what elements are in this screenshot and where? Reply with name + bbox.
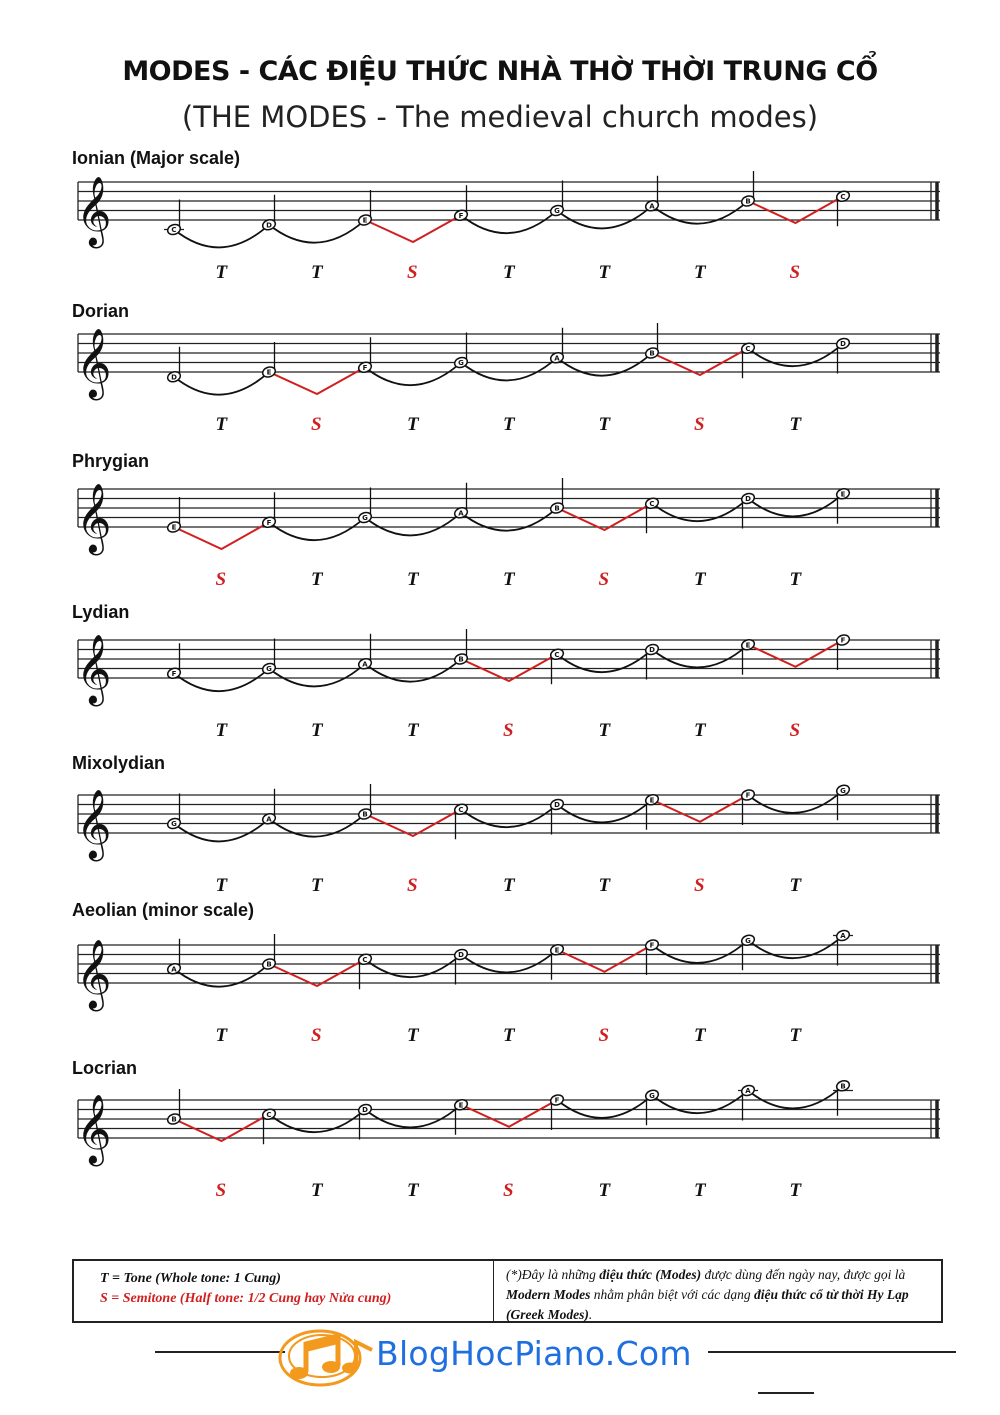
- note-letter: G: [362, 514, 368, 523]
- note-letter: B: [745, 197, 751, 206]
- note-letter: E: [362, 216, 368, 225]
- note-letter: E: [554, 946, 560, 955]
- tone-arc: [557, 206, 652, 229]
- step-label-tone: T: [598, 720, 611, 741]
- tone-arc: [557, 800, 652, 823]
- note-letter: B: [840, 1082, 846, 1091]
- step-label-tone: T: [311, 262, 323, 283]
- semitone-mark: [269, 959, 365, 986]
- step-label-tone: T: [598, 1180, 611, 1201]
- note-letter: C: [362, 955, 368, 964]
- note-letter: F: [649, 941, 655, 950]
- treble-clef-icon: 𝄞: [76, 939, 112, 1009]
- note-letter: G: [266, 665, 272, 674]
- step-label-semitone: S: [503, 1180, 514, 1201]
- step-label-tone: T: [503, 262, 515, 283]
- treble-clef-icon: 𝄞: [76, 483, 112, 553]
- step-label-semitone: S: [598, 1025, 610, 1046]
- step-label-tone: T: [694, 1180, 706, 1201]
- note-letter: F: [458, 211, 464, 220]
- semitone-mark: [745, 640, 843, 667]
- note-letter: E: [458, 1101, 464, 1110]
- semitone-mark: [171, 522, 269, 549]
- note-letter: A: [840, 932, 846, 941]
- semitone-mark: [649, 795, 748, 822]
- treble-clef-icon: 𝄞: [76, 634, 112, 704]
- step-label-tone: T: [311, 720, 323, 741]
- tone-arc: [748, 1086, 843, 1109]
- step-label-tone: T: [407, 1025, 419, 1046]
- note-letter: G: [171, 820, 177, 829]
- step-label-tone: T: [694, 1025, 706, 1046]
- step-label-tone: T: [407, 569, 419, 590]
- note-letter: B: [554, 504, 560, 513]
- legend-semitone: S = Semitone (Half tone: 1/2 Cung hay Nửa cung): [100, 1291, 392, 1306]
- mode-title: Phrygian: [72, 451, 150, 471]
- step-label-tone: T: [694, 720, 706, 741]
- step-label-tone: T: [311, 569, 323, 590]
- legend-tone: T = Tone (Whole tone: 1 Cung): [100, 1271, 281, 1286]
- note-letter: D: [171, 373, 177, 382]
- note-letter: C: [266, 1110, 272, 1119]
- note-letter: A: [458, 509, 464, 518]
- step-label-tone: T: [311, 875, 323, 896]
- note-letter: D: [554, 801, 560, 810]
- note-letter: B: [362, 810, 368, 819]
- tone-arc: [269, 220, 365, 243]
- mode-title: Aeolian (minor scale): [72, 900, 255, 920]
- step-label-semitone: S: [789, 262, 801, 283]
- step-label-semitone: S: [503, 720, 514, 741]
- step-label-semitone: S: [215, 569, 227, 590]
- footer-line-small: [758, 1392, 814, 1394]
- tone-arc: [174, 372, 269, 395]
- note-letter: D: [458, 951, 464, 960]
- step-label-tone: T: [789, 1180, 802, 1201]
- step-label-tone: T: [789, 1025, 802, 1046]
- note-letter: F: [362, 363, 368, 372]
- tone-arc: [652, 645, 748, 668]
- legend-definitions: [74, 1261, 494, 1321]
- note-letter: A: [362, 660, 368, 669]
- note-letter: B: [266, 960, 272, 969]
- tone-arc: [461, 358, 557, 381]
- semitone-mark: [365, 809, 461, 836]
- note-letter: E: [266, 368, 272, 377]
- staff-3: [0, 630, 1000, 770]
- step-label-tone: T: [407, 1180, 419, 1201]
- note-letter: F: [840, 636, 846, 645]
- tone-arc: [649, 940, 748, 963]
- staff-5: [0, 932, 1000, 1075]
- staff-1: [0, 324, 1000, 464]
- note-letter: E: [171, 523, 177, 532]
- step-label-tone: T: [215, 1025, 228, 1046]
- music-note-logo-icon: [272, 1322, 382, 1392]
- note-letter: E: [745, 641, 751, 650]
- tone-arc: [266, 518, 365, 541]
- footer-line-right: [708, 1351, 956, 1353]
- note-letter: D: [649, 646, 655, 655]
- step-label-tone: T: [598, 875, 611, 896]
- step-label-tone: T: [598, 262, 611, 283]
- note-letter: C: [458, 805, 464, 814]
- step-label-tone: T: [215, 720, 228, 741]
- page-title: MODES - CÁC ĐIỆU THỨC NHÀ THỜ THỜI TRUNG CỔ: [122, 56, 878, 87]
- step-label-tone: T: [789, 414, 802, 435]
- tone-arc: [745, 790, 843, 813]
- treble-clef-icon: 𝄞: [76, 176, 112, 246]
- mode-title: Dorian: [72, 301, 130, 321]
- note-letter: G: [840, 786, 846, 795]
- staff-2: [0, 479, 1000, 619]
- step-label-tone: T: [215, 414, 228, 435]
- note-letter: C: [171, 226, 177, 235]
- semitone-mark: [461, 654, 557, 681]
- page-subtitle: (THE MODES - The medieval church modes): [181, 100, 819, 134]
- treble-clef-icon: 𝄞: [76, 1094, 112, 1164]
- semitone-mark: [557, 503, 652, 530]
- step-label-semitone: S: [694, 414, 705, 435]
- note-letter: A: [171, 965, 177, 974]
- note-letter: D: [745, 495, 751, 504]
- semitone-mark: [458, 1100, 557, 1127]
- mode-title: Mixolydian: [72, 753, 166, 773]
- note-letter: E: [840, 490, 846, 499]
- step-label-tone: T: [694, 262, 706, 283]
- step-label-tone: T: [694, 569, 706, 590]
- tone-arc: [362, 363, 461, 386]
- step-label-tone: T: [503, 414, 515, 435]
- note-letter: A: [554, 354, 560, 363]
- step-label-tone: T: [407, 720, 419, 741]
- footer-line-left: [155, 1351, 285, 1353]
- semitone-mark: [362, 215, 461, 242]
- site-logo[interactable]: [272, 1322, 702, 1392]
- note-letter: B: [458, 655, 464, 664]
- note-letter: D: [362, 1106, 368, 1115]
- note-letter: G: [745, 936, 751, 945]
- logo-text: BlogHocPiano.Com: [376, 1334, 692, 1373]
- tone-arc: [269, 664, 365, 687]
- note-letter: C: [745, 344, 751, 353]
- step-label-tone: T: [789, 875, 802, 896]
- note-letter: C: [649, 499, 655, 508]
- note-letter: G: [649, 1091, 655, 1100]
- mode-title: Lydian: [72, 602, 130, 622]
- step-label-semitone: S: [789, 720, 801, 741]
- step-label-semitone: S: [407, 875, 418, 896]
- step-label-semitone: S: [215, 1180, 227, 1201]
- note-letter: F: [554, 1096, 560, 1105]
- mode-title: Ionian (Major scale): [72, 148, 241, 168]
- tone-arc: [461, 950, 557, 973]
- note-letter: C: [840, 192, 846, 201]
- step-label-tone: T: [503, 875, 515, 896]
- semitone-mark: [266, 367, 365, 394]
- note-letter: F: [171, 669, 177, 678]
- step-label-tone: T: [503, 569, 515, 590]
- semitone-mark: [554, 945, 652, 972]
- step-label-tone: T: [407, 414, 419, 435]
- note-letter: A: [745, 1087, 751, 1096]
- step-label-semitone: S: [311, 414, 322, 435]
- semitone-mark: [748, 196, 843, 223]
- staff-0: [0, 172, 1000, 312]
- note-letter: B: [171, 1115, 177, 1124]
- note-letter: F: [266, 518, 272, 527]
- semitone-mark: [652, 348, 748, 375]
- note-letter: G: [458, 359, 464, 368]
- note-letter: E: [649, 796, 655, 805]
- tone-arc: [554, 1095, 652, 1118]
- step-label-tone: T: [789, 569, 802, 590]
- treble-clef-icon: 𝄞: [76, 328, 112, 398]
- note-letter: D: [840, 340, 846, 349]
- tone-arc: [458, 211, 557, 234]
- step-label-tone: T: [598, 414, 611, 435]
- legend-note: (*)Đây là những điệu thức (Modes) được dùng đến ngày nay, được gọi là Modern Modes nhằm phân biệt với các dạng điệu thức cổ từ thời Hy Lạp (Greek Modes).: [506, 1267, 909, 1322]
- step-label-tone: T: [311, 1180, 323, 1201]
- step-label-semitone: S: [694, 875, 705, 896]
- note-letter: A: [266, 815, 272, 824]
- legend-box: [72, 1259, 943, 1323]
- tone-arc: [174, 819, 269, 842]
- tone-arc: [171, 669, 269, 692]
- note-letter: G: [554, 207, 560, 216]
- tone-arc: [174, 225, 269, 248]
- note-letter: B: [649, 349, 655, 358]
- step-label-semitone: S: [407, 262, 418, 283]
- note-letter: D: [266, 221, 272, 230]
- step-label-semitone: S: [598, 569, 610, 590]
- note-letter: A: [649, 202, 655, 211]
- mode-title: Locrian: [72, 1058, 138, 1078]
- tone-arc: [748, 494, 843, 517]
- tone-arc: [365, 513, 461, 536]
- step-label-tone: T: [215, 262, 228, 283]
- semitone-mark: [174, 1114, 269, 1141]
- note-letter: C: [554, 650, 560, 659]
- tone-arc: [365, 1105, 461, 1128]
- step-label-tone: T: [503, 1025, 515, 1046]
- staff-6: [0, 1082, 1000, 1230]
- step-label-tone: T: [215, 875, 228, 896]
- treble-clef-icon: 𝄞: [76, 789, 112, 859]
- step-label-semitone: S: [311, 1025, 322, 1046]
- note-letter: F: [745, 791, 751, 800]
